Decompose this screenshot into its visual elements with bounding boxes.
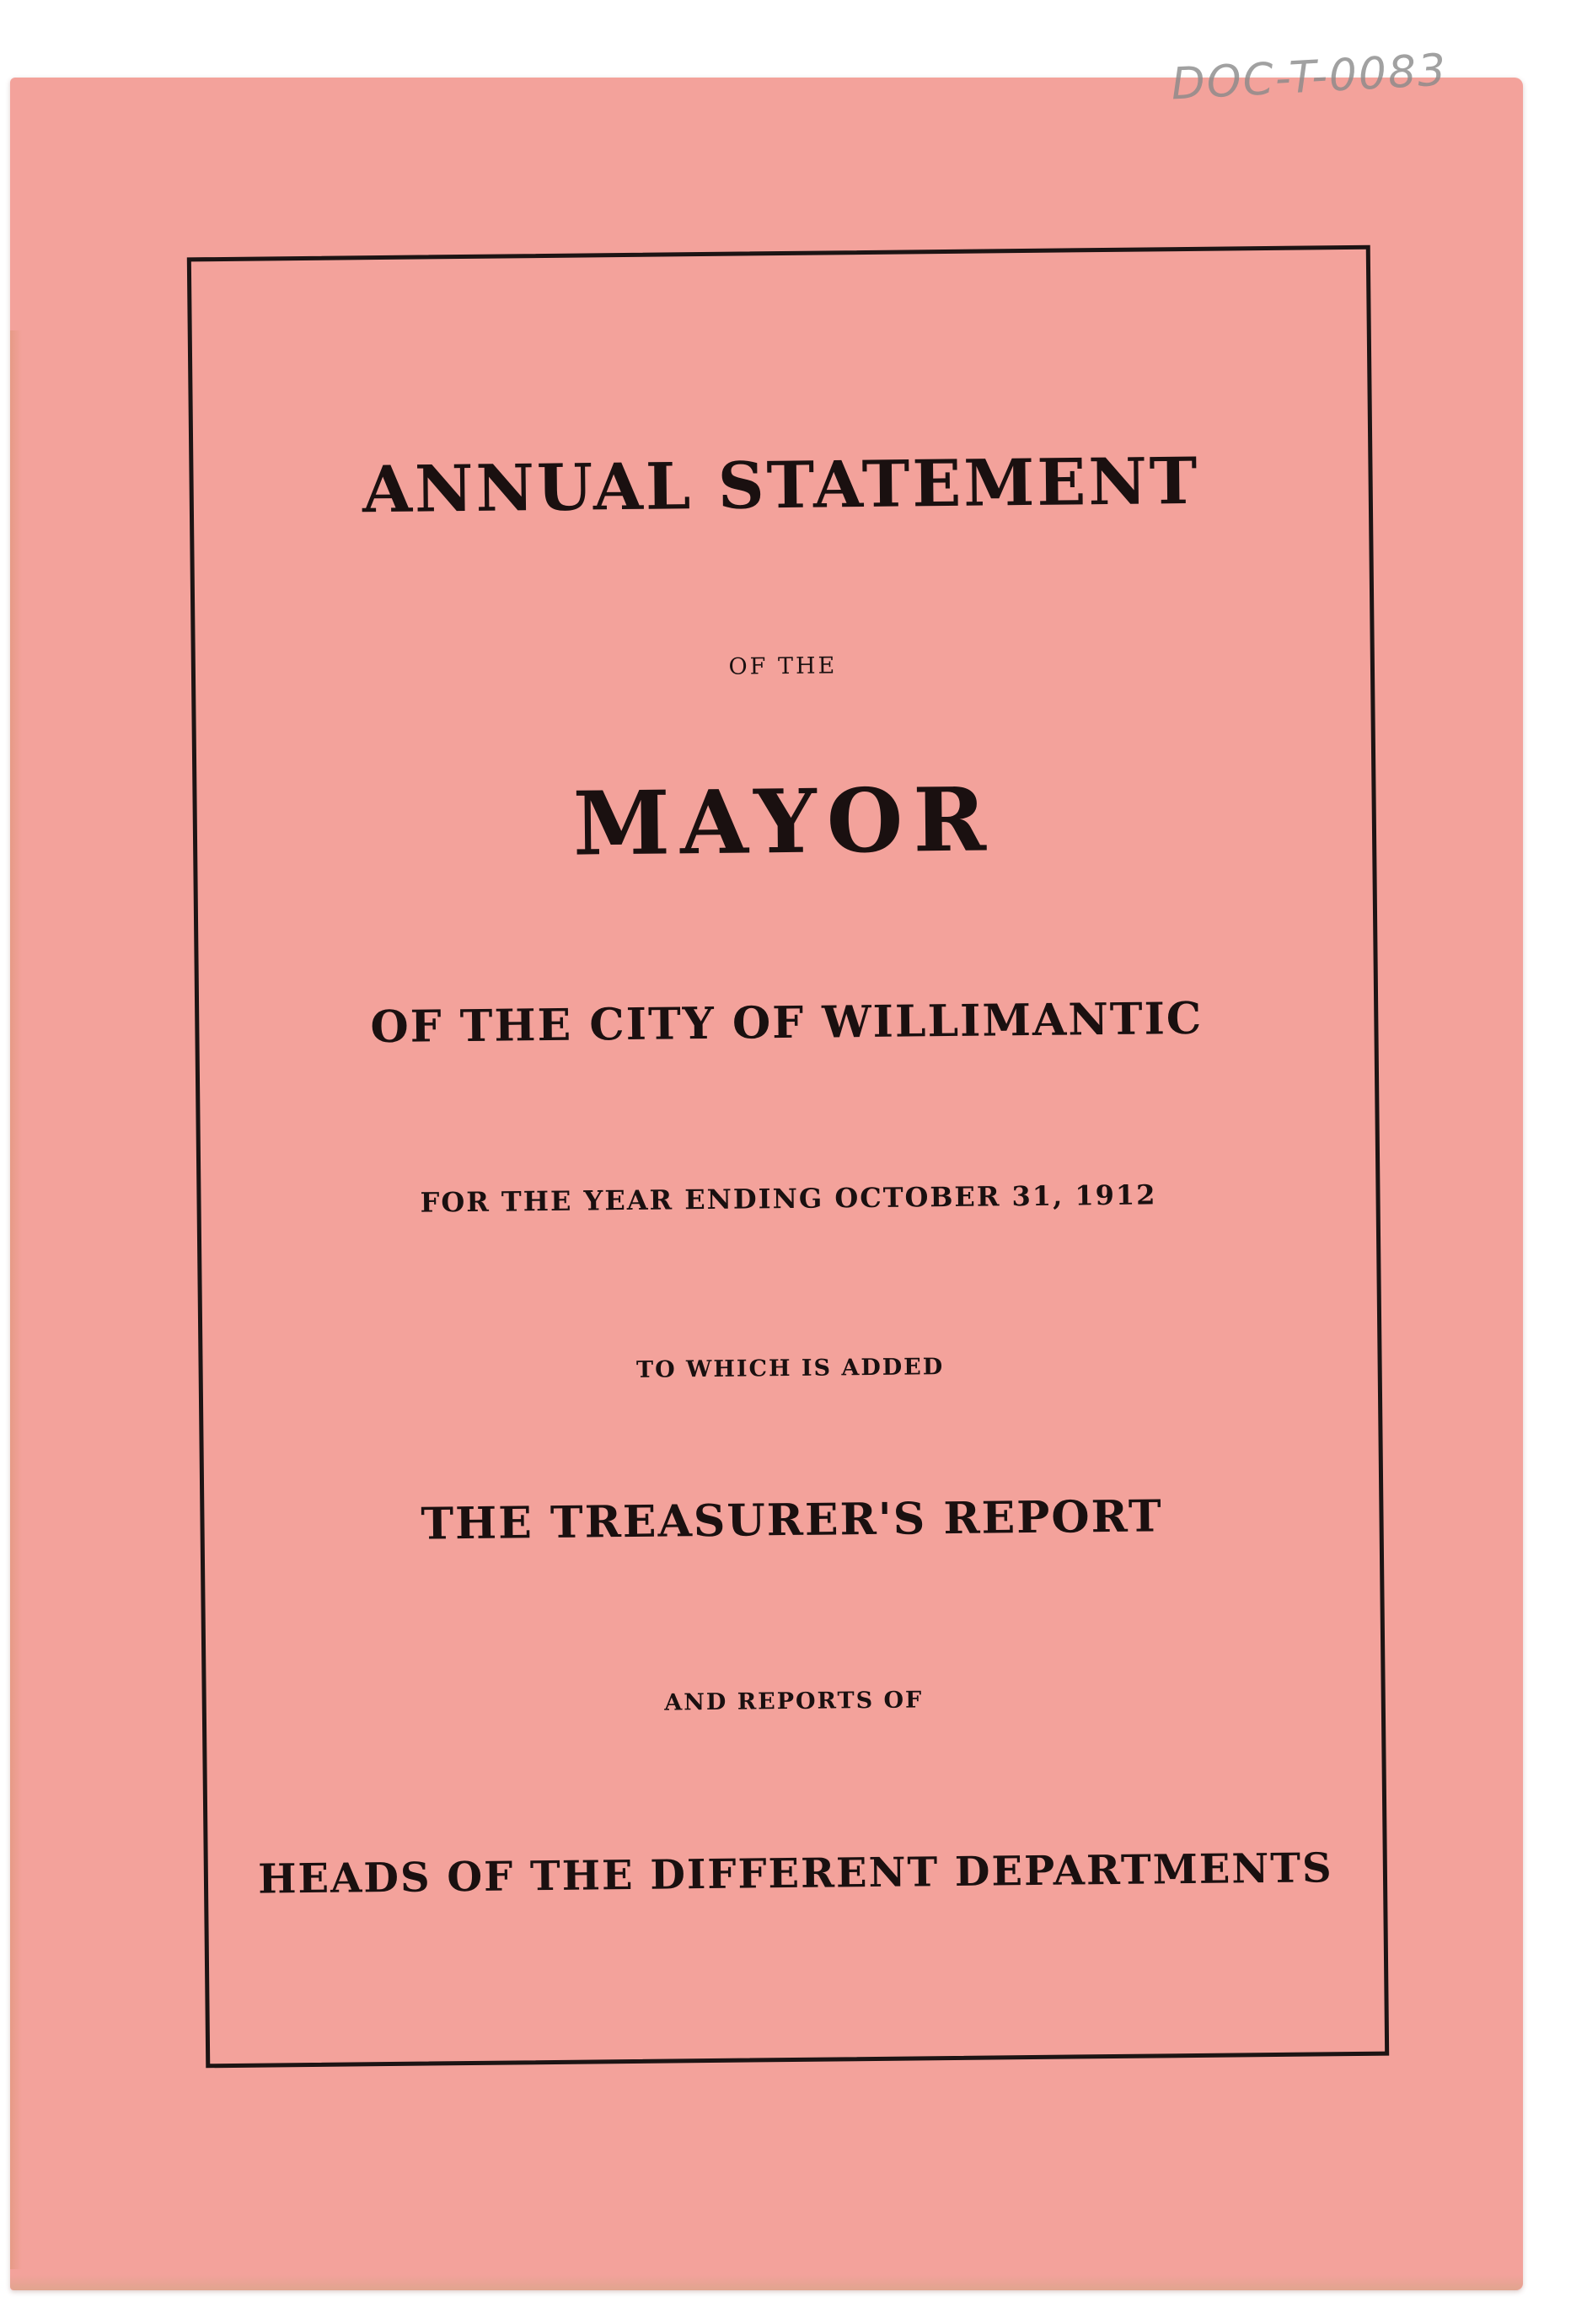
and-reports-of-text: AND REPORTS OF — [664, 1687, 924, 1716]
handwritten-catalog-note: DOC-T-0083 — [1170, 45, 1449, 110]
treasurers-report-heading: THE TREASURER'S REPORT — [421, 1490, 1163, 1550]
spine-edge — [10, 330, 22, 2269]
cover-title: ANNUAL STATEMENT — [362, 443, 1200, 528]
heads-of-departments-heading: HEADS OF THE DIFFERENT DEPARTMENTS — [257, 1844, 1333, 1903]
cover-border-frame — [187, 245, 1389, 2069]
of-the-text: OF THE — [728, 652, 838, 680]
mayor-heading: MAYOR — [572, 767, 997, 876]
year-ending-line: FOR THE YEAR ENDING OCTOBER 31, 1912 — [420, 1178, 1157, 1219]
bottom-edge — [10, 2275, 1523, 2290]
to-which-is-added-text: TO WHICH IS ADDED — [635, 1354, 945, 1383]
city-line: OF THE CITY OF WILLIMANTIC — [370, 992, 1204, 1054]
